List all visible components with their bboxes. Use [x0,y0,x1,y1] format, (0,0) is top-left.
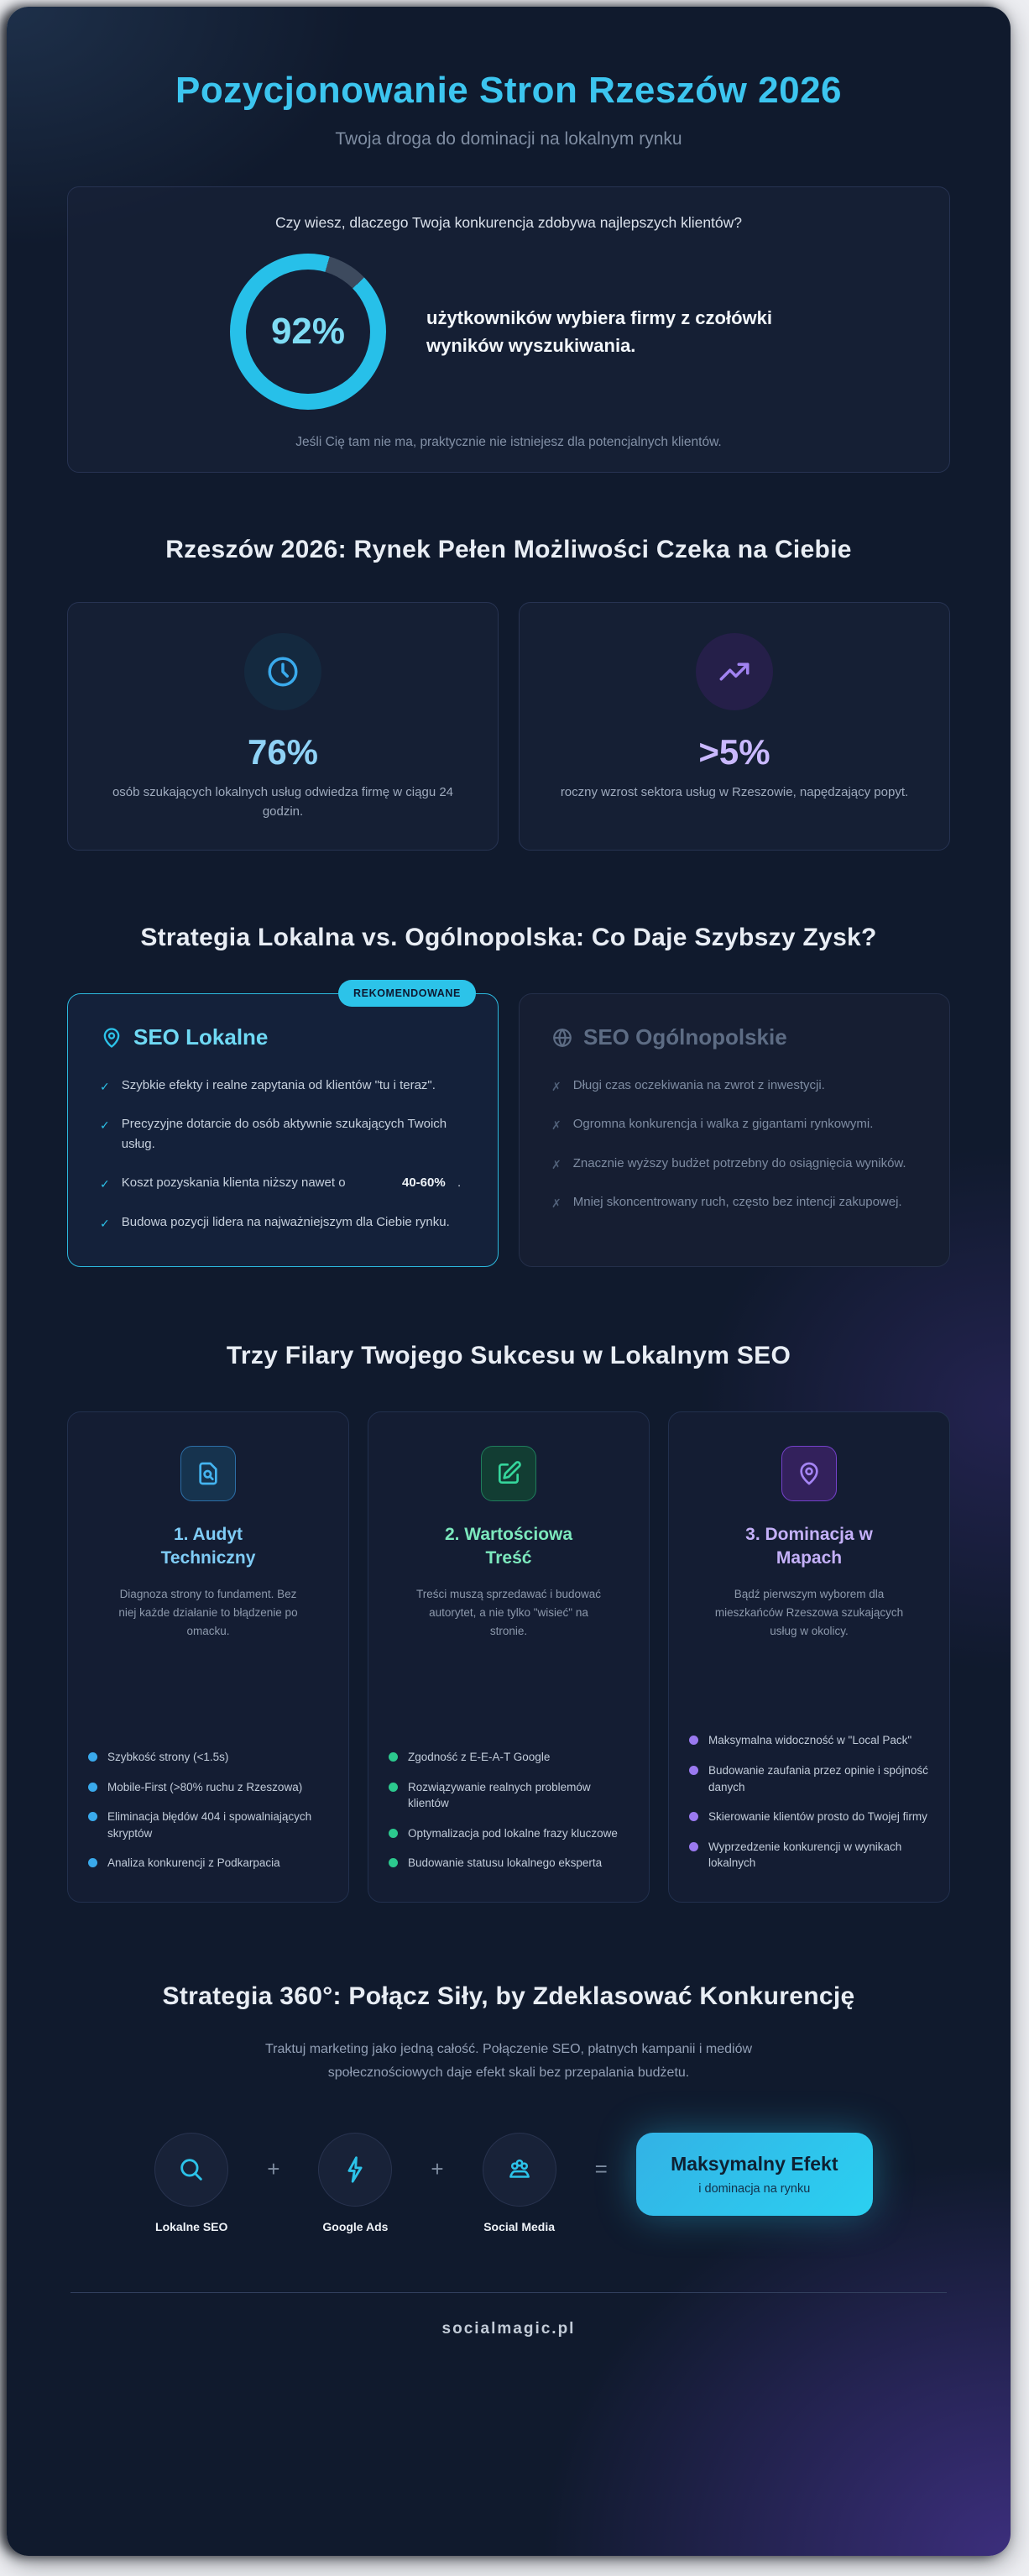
check-icon: ✓ [100,1080,110,1093]
max-effect-button[interactable] [636,2133,873,2216]
x-icon: ✗ [551,1157,562,1171]
bullet-dot [88,1752,97,1762]
bullet-dot [88,1858,97,1867]
list-item: Budowanie statusu lokalnego eksperta [389,1855,629,1872]
seo-national-card [519,993,950,1267]
market-card-24h [67,602,499,851]
formula-label: Social Media [483,2219,555,2233]
list-item: ✗ Znacznie wyższy budżet potrzebny do osiągnięcia wyników. [551,1154,917,1174]
pillar-title: 1. Audyt Techniczny [160,1524,256,1568]
seo-local-title: SEO Lokalne [133,1024,269,1050]
strategy-subtitle: Traktuj marketing jako jedną całość. Połączenie SEO, płatnych kampanii i mediów społecznościowych daje efekt skali bez przepalania budżetu. [264,2042,753,2080]
list-item: Szybkość strony (<1.5s) [88,1749,328,1766]
trending-up-icon [696,633,773,710]
list-item: ✓ Budowa pozycji lidera na najważniejszym dla Ciebie rynku. [100,1212,466,1233]
list-item: Mobile-First (>80% ruchu z Rzeszowa) [88,1779,328,1796]
stat-text: osób szukających lokalnych usług odwiedza firmę w ciągu 24 godzin. [112,784,454,819]
people-icon [483,2133,556,2207]
market-heading: Rzeszów 2026: Rynek Pełen Możliwości Czeka na Ciebie [165,536,852,564]
check-icon: ✓ [100,1177,110,1191]
bullet-dot [689,1766,698,1775]
list-item: Skierowanie klientów prosto do Twojej firmy [689,1809,929,1825]
list-item: ✓ Szybkie efekty i realne zapytania od klientów "tu i teraz". [100,1076,466,1096]
x-icon: ✗ [551,1196,562,1211]
edit-square-icon [481,1446,536,1501]
cost-strong: 40-60% [402,1175,446,1191]
list-item [100,1173,466,1193]
bullet-dot [389,1783,398,1792]
list-item: Eliminacja błędów 404 i spowalniających skryptów [88,1809,328,1841]
versus-heading: Strategia Lokalna vs. Ogólnopolska: Co Daje Szybszy Zysk? [140,924,877,952]
bullet-dot [88,1812,97,1821]
pillar-desc: Bądź pierwszym wyborem dla mieszkańców Rzeszowa szukających usług w okolicy. [714,1588,904,1637]
formula-label: Lokalne SEO [155,2219,228,2233]
seo-local-card [67,987,499,1267]
plus-sign: + [431,2155,444,2181]
infographic-poster [7,7,1011,2556]
formula-item-social [473,2133,567,2233]
x-icon: ✗ [551,1118,562,1133]
list-item: ✓ Precyzyjne dotarcie do osób aktywnie szukających Twoich usług. [100,1114,466,1154]
list-item: Zgodność z E-E-A-T Google [389,1749,629,1766]
hook-question: Czy wiesz, dlaczego Twoja konkurencja zdobywa najlepszych klientów? [274,214,743,232]
footer-divider [71,2292,947,2293]
site-name: socialmagic.pl [441,2319,576,2338]
pillar-title: 2. Wartościowa Treść [444,1524,573,1568]
pillar-desc: Diagnoza strony to fundament. Bez niej każde działanie to błądzenie po omacku. [118,1588,298,1637]
formula-item-ads [308,2133,402,2233]
globe-icon [551,1027,573,1049]
seo-national-title: SEO Ogólnopolskie [583,1024,787,1050]
x-icon: ✗ [551,1080,562,1093]
lightning-icon [318,2133,392,2207]
clock-icon [244,633,321,710]
bullet-dot [88,1783,97,1792]
list-item: Optymalizacja pod lokalne frazy kluczowe [389,1825,629,1842]
bullet-dot [389,1752,398,1762]
pillar-title: 3. Dominacja w Mapach [745,1524,873,1568]
hook-stat-text: użytkowników wybiera firmy z czołówki wyników wyszukiwania. [426,307,772,357]
strategy-heading: Strategia 360°: Połącz Siły, by Zdeklasować Konkurencję [162,1982,855,2010]
donut-value: 92% [270,311,346,353]
map-pin-icon [100,1026,123,1050]
strategy-formula [67,2133,950,2233]
equals-sign: = [594,2155,608,2181]
pillar-desc: Treści muszą sprzedawać i budować autorytet, a nie tylko "wisieć" na stronie. [415,1588,602,1637]
check-icon: ✓ [100,1216,110,1230]
hook-card [67,186,950,473]
list-item: Rozwiązywanie realnych problemów klientów [389,1779,629,1812]
bullet-dot [389,1829,398,1838]
pillar-content-card [368,1411,650,1903]
stat-value: 76% [247,731,319,772]
pillar-maps-card [668,1411,950,1903]
file-search-icon [180,1446,236,1501]
recommended-badge: REKOMENDOWANE [338,980,476,1007]
pillar-audit-card [67,1411,349,1903]
market-card-growth [519,602,950,851]
cost-prefix: Koszt pozyskania klienta niższy nawet o [121,1175,346,1191]
hook-note: Jeśli Cię tam nie ma, praktycznie nie istniejesz dla potencjalnych klientów. [295,435,722,450]
formula-item-seo [144,2133,238,2233]
list-item: Maksymalna widoczność w "Local Pack" [689,1732,929,1749]
list-item: ✗ Mniej skoncentrowany ruch, często bez intencji zakupowej. [551,1192,917,1212]
cost-suffix: . [457,1175,462,1191]
list-item: ✗ Ogromna konkurencja i walka z gigantami rynkowymi. [551,1114,917,1134]
bullet-dot [689,1842,698,1851]
list-item: ✗ Długi czas oczekiwania na zwrot z inwestycji. [551,1076,917,1096]
map-pin-icon [781,1446,837,1501]
plus-sign: + [267,2155,280,2181]
donut-chart-92 [230,254,386,410]
bullet-dot [689,1812,698,1821]
list-item: Analiza konkurencji z Podkarpacia [88,1855,328,1872]
pillars-heading: Trzy Filary Twojego Sukcesu w Lokalnym SEO [226,1342,791,1370]
stat-text: roczny wzrost sektora usług w Rzeszowie, napędzający popyt. [560,784,909,799]
result-subtitle: i dominacja na rynku [698,2181,811,2196]
list-item: Budowanie zaufania przez opinie i spójność danych [689,1762,929,1795]
bullet-dot [689,1736,698,1745]
bullet-dot [389,1858,398,1867]
page-title: Pozycjonowanie Stron Rzeszów 2026 [175,70,843,111]
page-subtitle: Twoja droga do dominacji na lokalnym rynku [335,129,682,149]
search-icon [154,2133,228,2207]
list-item: Wyprzedzenie konkurencji w wynikach lokalnych [689,1839,929,1872]
check-icon: ✓ [100,1118,110,1133]
stat-value: >5% [698,731,770,772]
result-title: Maksymalny Efekt [671,2152,838,2175]
formula-label: Google Ads [322,2219,389,2233]
